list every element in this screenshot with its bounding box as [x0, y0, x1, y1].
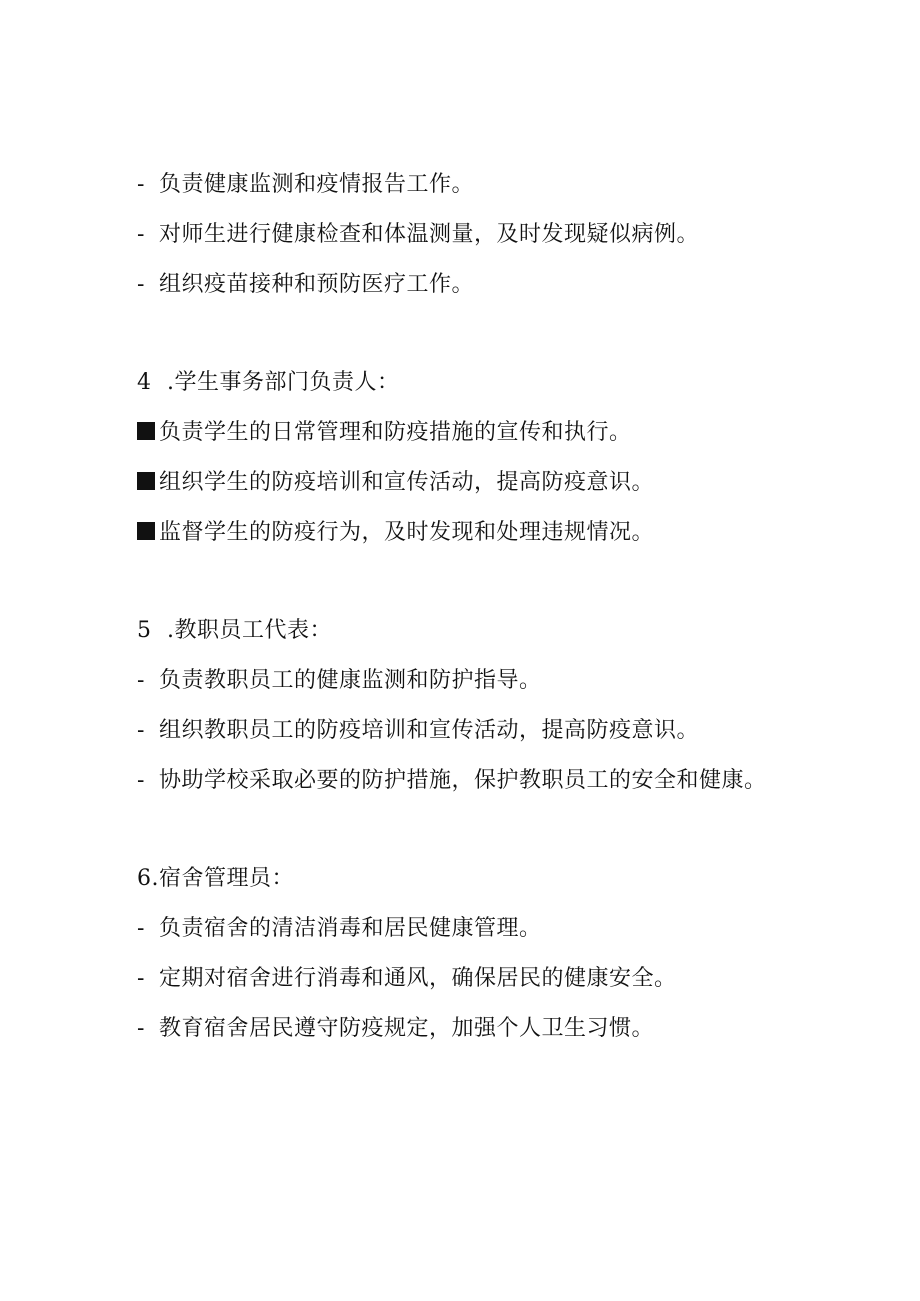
- list-item: [137, 468, 654, 498]
- section-heading: [137, 864, 294, 894]
- item-text: 组织教职员工的防疫培训和宣传活动，提高防疫意识。: [159, 718, 700, 743]
- item-text: 负责学生的日常管理和防疫措施的宣传和执行。: [159, 420, 632, 445]
- dash-marker: -: [137, 172, 145, 197]
- list-item: [137, 220, 699, 250]
- section-heading: [137, 368, 400, 398]
- item-text: 定期对宿舍进行消毒和通风，确保居民的健康安全。: [159, 966, 677, 991]
- section-heading: [137, 616, 332, 646]
- list-item: [137, 270, 474, 300]
- dash-marker: -: [137, 1016, 145, 1041]
- item-text: 组织疫苗接种和预防医疗工作。: [159, 272, 475, 297]
- dash-marker: -: [137, 718, 145, 743]
- list-item: [137, 1014, 654, 1044]
- list-item: [137, 418, 632, 448]
- list-item: [137, 964, 677, 994]
- section-number: 4: [137, 370, 152, 395]
- section-title: 6.宿舍管理员：: [137, 866, 294, 891]
- dash-marker: -: [137, 966, 145, 991]
- square-bullet-icon: [137, 422, 155, 440]
- dash-marker: -: [137, 916, 145, 941]
- item-text: 对师生进行健康检查和体温测量，及时发现疑似病例。: [159, 222, 700, 247]
- item-text: 协助学校采取必要的防护措施，保护教职员工的安全和健康。: [159, 768, 767, 793]
- item-text: 负责健康监测和疫情报告工作。: [159, 172, 475, 197]
- section-number: 5: [137, 618, 152, 643]
- square-bullet-icon: [137, 472, 155, 490]
- dash-marker: -: [137, 668, 145, 693]
- list-item: [137, 170, 474, 200]
- item-text: 组织学生的防疫培训和宣传活动，提高防疫意识。: [159, 470, 655, 495]
- square-bullet-icon: [137, 522, 155, 540]
- list-item: [137, 518, 654, 548]
- item-text: 教育宿舍居民遵守防疫规定，加强个人卫生习惯。: [159, 1016, 655, 1041]
- item-text: 监督学生的防疫行为，及时发现和处理违规情况。: [159, 520, 655, 545]
- dash-marker: -: [137, 222, 145, 247]
- list-item: [137, 914, 542, 944]
- list-item: [137, 766, 767, 796]
- dash-marker: -: [137, 272, 145, 297]
- section-title: .学生事务部门负责人：: [167, 370, 400, 395]
- list-item: [137, 666, 542, 696]
- dash-marker: -: [137, 768, 145, 793]
- list-item: [137, 716, 699, 746]
- item-text: 负责教职员工的健康监测和防护指导。: [159, 668, 542, 693]
- item-text: 负责宿舍的清洁消毒和居民健康管理。: [159, 916, 542, 941]
- section-title: .教职员工代表：: [167, 618, 332, 643]
